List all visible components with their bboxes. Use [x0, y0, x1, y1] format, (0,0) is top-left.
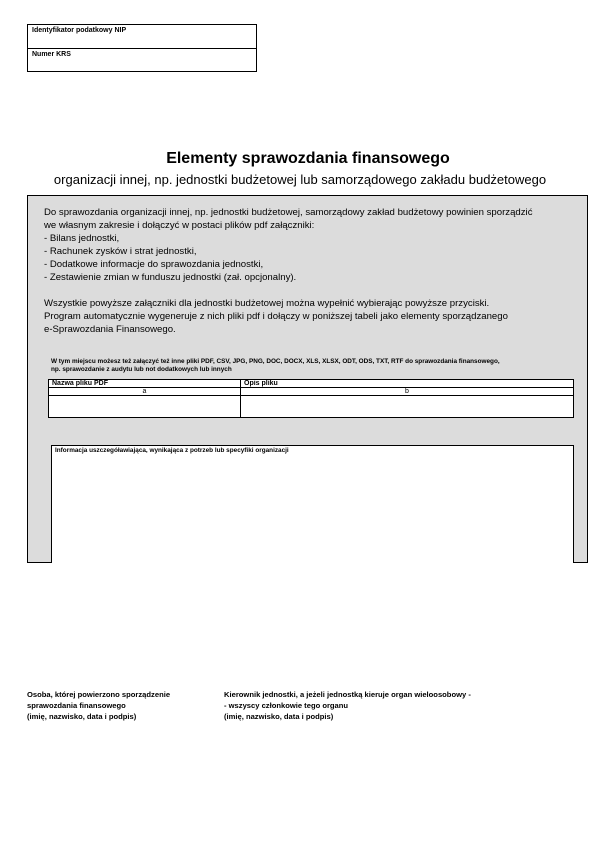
signature-line: Osoba, której powierzono sporządzenie: [27, 690, 171, 699]
preparer-signature-block: [27, 689, 212, 722]
instruction-line: - Rachunek zysków i strat jednostki,: [44, 246, 197, 257]
signature-line: (imię, nazwisko, data i podpis): [224, 712, 334, 721]
instructions-paragraph-1: [44, 206, 574, 284]
krs-label: Numer KRS: [32, 51, 71, 58]
attachments-header-row: [49, 380, 574, 388]
signature-line: sprawozdania finansowego: [27, 701, 126, 710]
file-name-cell[interactable]: [49, 396, 241, 418]
instruction-line: Wszystkie powyższe załączniki dla jednostki budżetowej można wypełnić wybierając powyższe przyciski.: [44, 298, 490, 309]
signature-line: Kierownik jednostki, a jeżeli jednostką kieruje organ wieloosobowy -: [224, 690, 471, 699]
form-subtitle: organizacji innej, np. jednostki budżetowej lub samorządowego zakładu budżetowego: [53, 172, 547, 187]
instruction-line: e-Sprawozdania Finansowego.: [44, 324, 176, 335]
instruction-line: - Zestawienie zmian w funduszu jednostki (zał. opcjonalny).: [44, 272, 297, 283]
attachments-note-line: W tym miejscu możesz też załączyć też inne pliki PDF, CSV, JPG, PNG, DOC, DOCX, XLS, XLSX, ODT, ODS, TXT, RTF do sprawozdania finansowego,: [51, 358, 500, 365]
file-description-cell[interactable]: [241, 396, 574, 418]
nip-field[interactable]: [28, 25, 256, 48]
signature-line: - wszyscy członkowie tego organu: [224, 701, 349, 710]
taxpayer-id-box: [27, 24, 257, 72]
manager-signature-block: [224, 689, 504, 722]
form-title: Elementy sprawozdania finansowego: [166, 150, 450, 167]
instruction-line: Do sprawozdania organizacji innej, np. jednostki budżetowej, samorządowy zakład budżetowy powinien sporządzić: [44, 207, 533, 218]
instruction-line: we własnym zakresie i dołączyć w postaci plików pdf załączniki:: [44, 220, 315, 231]
krs-field[interactable]: [28, 48, 256, 71]
instructions-text: [44, 206, 574, 336]
attachments-table: [48, 379, 574, 418]
instruction-line: - Bilans jednostki,: [44, 233, 120, 244]
signature-line: (imię, nazwisko, data i podpis): [27, 712, 137, 721]
column-header-file-name: Nazwa pliku PDF: [49, 380, 241, 388]
instructions-paragraph-2: [44, 297, 574, 336]
nip-label: Identyfikator podatkowy NIP: [32, 27, 127, 34]
attachments-letter-row: [49, 388, 574, 396]
column-letter-b: b: [241, 388, 574, 396]
additional-info-field[interactable]: [51, 445, 574, 563]
elements-panel: [27, 195, 588, 563]
additional-info-label: Informacja uszczegóławiająca, wynikająca z potrzeb lub specyfiki organizacji: [55, 447, 289, 454]
instruction-line: - Dodatkowe informacje do sprawozdania jednostki,: [44, 259, 264, 270]
attachments-note-line: np. sprawozdanie z audytu lub not dodatkowych lub innych: [51, 366, 232, 373]
column-header-file-description: Opis pliku: [241, 380, 574, 388]
instruction-line: Program automatycznie wygeneruje z nich pliki pdf i dołączy w poniższej tabeli jako elementy sporządzanego: [44, 311, 508, 322]
table-row: [49, 396, 574, 418]
column-letter-a: a: [49, 388, 241, 396]
attachments-note: [51, 358, 571, 374]
